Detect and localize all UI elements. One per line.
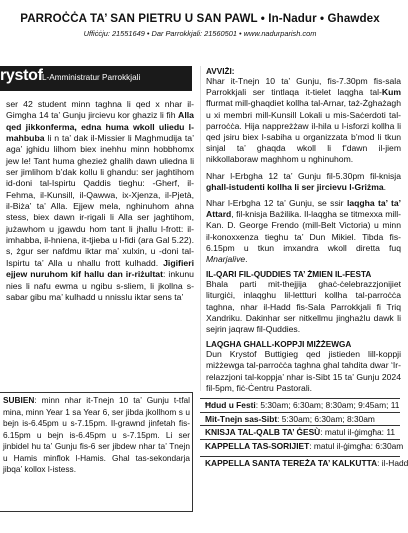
letter-text: n ta’ dak il-Missier li Maghmudija ta’ [54, 133, 195, 144]
couples-heading: LAQGHA GHALL-KOPPJI MIŻŻEWGA [206, 340, 352, 350]
letter-text: b’dak kollu li ghandu: ser jaghtihom [55, 167, 194, 178]
letter-text: ewma u ngibu s-sliem, li jkollna s-sabar [6, 280, 194, 302]
administrator-letter [0, 66, 200, 390]
letter-emphasis: edna huma wkoll uliedu l-mahbuba [6, 121, 194, 144]
schedule-row: KAPPELLA TAS-SORIJIET: matul il-ġimgħa: 6:30am [200, 439, 400, 453]
newsletter-title: PARROĊĊA TA’ SAN PIETRU U SAN PAWL • In-Nadur • Ghawdex [20, 12, 380, 25]
readings-heading: IL-QARI FIL-QUDDIES TA’ ŻMIEN IL-FESTA [206, 270, 372, 280]
letter-text: s, żgur ser nafdmu iktar ma’ xulxin, u [6, 246, 159, 257]
masthead [0, 0, 400, 66]
notice-committee: Nhar it-Tnejn 10 ta’ Gunju, fis-7.30pm fis-sala Parrokkjali ser tintlaqa it-tielet laqgha tal-Kum ffurmat mill-ghaqdiet kollha tal-Arnar, taż-Żghażagh u xi membri mill-Kunsill Lokali u mis-Saċerdoti tal-parroċċa. Hija nappreżżaw il-hila u l-isforzi kollha li qed jsiru biex l-sabiha u organizzata b’mod li tkun sinjal ta’ ghaqda wkoll li f’dawn il-jiem nikkollaboraw maghhom u nghinuhom. [206, 76, 401, 165]
letter-text: ix-Xjenza, il-Pjetà, il-Biża’ ta’ Alla. [6, 189, 194, 212]
letter-text: kulhadd. [125, 257, 164, 268]
letter-emphasis: hallu dan ir-riżultat [84, 269, 163, 280]
letter-text: li [44, 133, 55, 144]
couples-text: Dun Krystof Buttigieg qed jistieden lill-koppji miżżewga tal-parroċċa taghna ghal tahdita dwar ‘Ir-relazzjoni tal-koppja’ nhar is-Sibt 15 ta’ Gunju 2024 fil-5pm, fiċ-Ċentru Pastorali. [206, 349, 401, 393]
letter-text: gibu ma’ kulhadd u nnisslu iktar sens ta’ [30, 291, 184, 302]
letter-text: : inkunu nies li nafu [6, 269, 194, 291]
letter-text: hobbhomx jew le! Tant huma ghezież [6, 144, 194, 166]
letter-text: -doni tal-Ispirtu ta’ Alla u nhallu frott [6, 246, 194, 268]
letter-text: kor ghaziz li fih [117, 110, 179, 121]
letter-text: aga’ jghidu lilhom biex inehhu minn [6, 144, 154, 155]
mass-schedule [200, 392, 408, 470]
author-name: rystof [0, 67, 43, 84]
letter-text: ser 42 student minn taghna li qed [6, 99, 156, 109]
letter-text: Ejjew mela, nghinuhom ahna stess, [6, 201, 194, 223]
letter-text: hom tant li jhallu l-frott: il-imhabba, [6, 223, 194, 246]
letter-text: -Gherf, il-Fehma, il-Kunsill, il-Qawwa, [6, 178, 194, 200]
author-banner [0, 66, 192, 91]
boys-notice-text: SUBIEN: minn nhar it-Tnejn 10 ta’ Gunju t-tfal mina, minn Year 1 sa Year 6, ser jibda jkollhom s u bejn is-6.45pm u s-7.15pm. Il-grawnd jinfetah fis-6.15pm u bejn is-6.45pm u s-7.15pm. Li ser jinbidel hu ta’ Gunju fis-6 ser jibdew nhar ta’ Tnejn u Hamis minflok l-Hamis. Ghal tas-sekondarja jibqa’ kollox l-istess. [3, 395, 190, 474]
letter-text: id-doni tal-Ispirtu Qaddis tieghu: [6, 178, 153, 189]
letter-text: il-hniena, it-tjieba u l-fidi (ara Gal 5.22). [44, 235, 195, 246]
letter-text: biex dawn ir-rigali li Alla ser [33, 212, 154, 223]
letter-text: x nhar il-Gimgha 14 ta’ Gunju jircievu [6, 99, 194, 121]
boys-notice-box [0, 392, 193, 512]
letter-text: ghalih dawn uliedna li ser jimlihom [6, 155, 194, 178]
schedule-row: KAPPELLA SANTA TEREŻA TA’ KALKUTTA: il-Hadd [200, 456, 400, 470]
schedule-row: Ħdud u Festi: 5:30am; 6:30am; 8:30am; 9:45am; 11 [200, 398, 400, 412]
contact-line: Uffiċċju: 21551649 • Dar Parrokkjali: 21560501 • www.nadurparish.com [83, 29, 317, 38]
author-role: L-Amministratur Parrokkjali [42, 73, 141, 82]
letter-emphasis: Alla qed jikkonferma, [6, 110, 194, 132]
letter-body [6, 99, 194, 303]
letter-emphasis: Jigifieri ejjew nuruhom kif [6, 257, 194, 280]
letter-text: jaghtihom, jużawhom u jgawdu [6, 212, 195, 234]
letter-paragraph [6, 99, 194, 303]
notices-heading: AVVIŻI: [206, 67, 235, 76]
schedule-row: Mit-Tnejn sas-Sibt: 5:30am; 6:30am; 8:30am [200, 412, 400, 426]
readings-text: Bhala parti mit-thejjija ghaċ-ċelebrazzjonijiet liturgiċi, inlaqghu lil-lettturi kollha tal-parroċċa taghna, nhar il-Hadd fis-Sala Parrokkjali fi Triq Xandriku. Dakinhar ser nitkellmu jinghażlu dawk li sejrin jaqraw fil-Quddies. [206, 279, 401, 335]
notice-confirmation: Nhar l-Erbgha 12 ta’ Gunju fil-5.30pm fil-knisja ghall-istudenti kollha li ser jircievu l-Griżma. [206, 170, 401, 192]
notice-meeting: Nhar l-Erbgha 12 ta’ Gunju, se ssir laqgha ta’ ta’ Attard, fil-knisja Bażilika. Il-laqgha se titmexxa mill-Kan. D. George Frendo (mill-Belt Victoria) u minn il-konoxxenza tieghu ta’ Dun Mikiel. Tibda fis-6.15pm u tkun imxandra wkoll diretta fuq Mnarjalive. [206, 198, 401, 265]
schedule-row: KNISJA TAL-QALB TA’ ĠESÙ: matul il-ġimgħa: 11 [200, 425, 400, 439]
notices-column [200, 66, 401, 391]
